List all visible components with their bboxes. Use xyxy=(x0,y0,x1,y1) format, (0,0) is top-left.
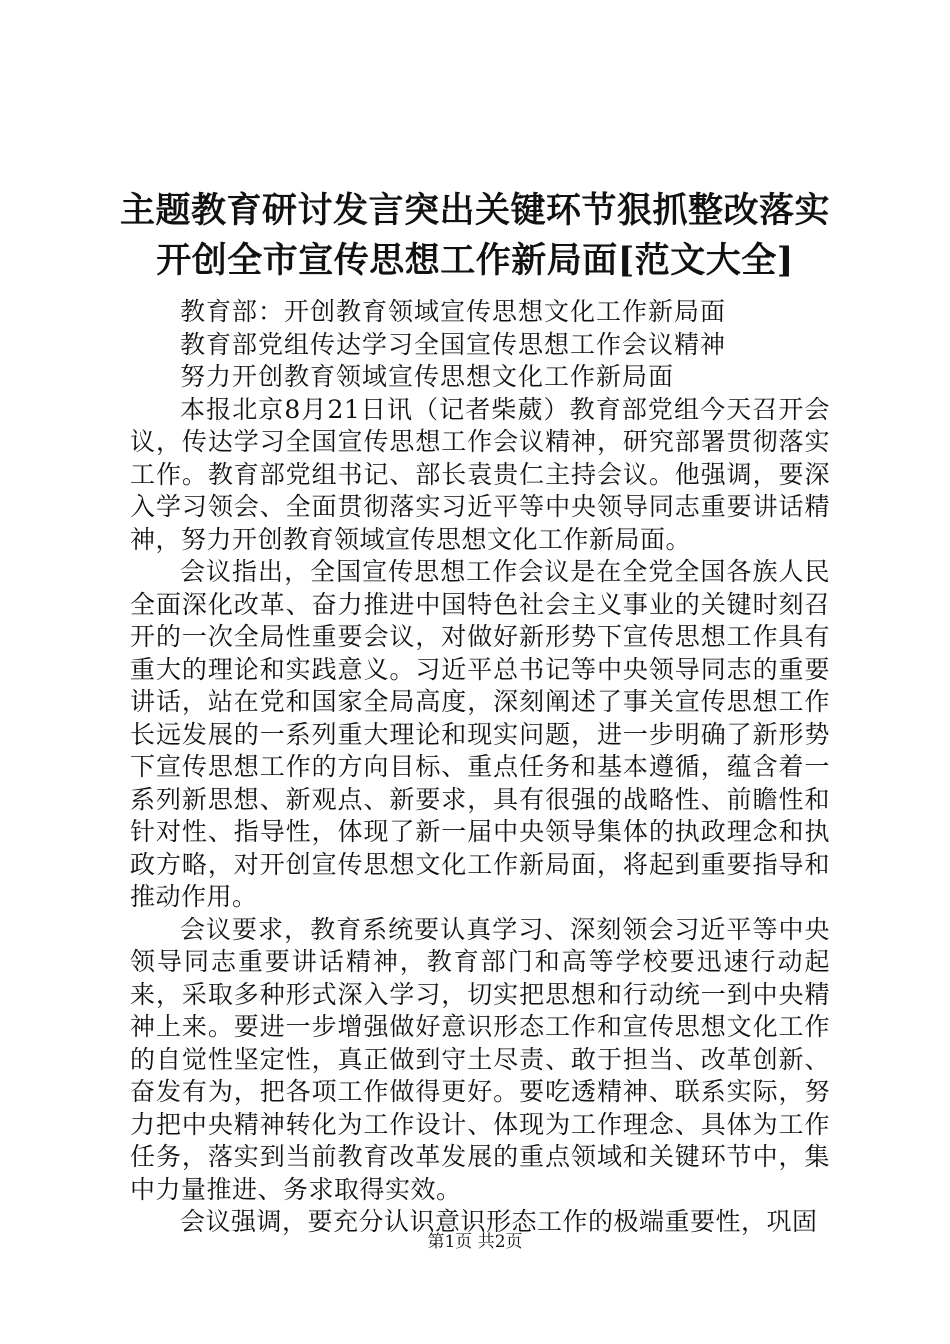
subheading-1: 教育部：开创教育领域宣传思想文化工作新局面 xyxy=(180,297,727,326)
paragraph-3: 会议要求，教育系统要认真学习、深刻领会习近平等中央领导同志重要讲话精神，教育部门和高等学校要迅速行动起来，采取多种形式深入学习，切实把思想和行动统一到中央精神上来。要进一步增强做好意识形态工作和宣传思想文化工作的自觉性坚定性，真正做到守土尽责、敢于担当、改革创新、奋发有为，把各项工作做得更好。要吃透精神、联系实际，努力把中央精神转化为工作设计、体现为工作理念、具体为工作任务，落实到当前教育改革发展的重点领域和关键环节中，集中力量推进、务求取得实效。 xyxy=(130,914,830,1204)
paragraph-4: 会议强调，要充分认识意识形态工作的极端重要性，巩固 xyxy=(180,1207,818,1236)
subheading-2: 教育部党组传达学习全国宣传思想工作会议精神 xyxy=(180,329,727,359)
document-body xyxy=(130,296,830,1239)
document-title-line-2: 开创全市宣传思想工作新局面[范文大全] xyxy=(156,240,794,281)
paragraph-1: 本报北京8月21日讯（记者柴葳）教育部党组今天召开会议，传达学习全国宣传思想工作会议精神，研究部署贯彻落实工作。教育部党组书记、部长袁贵仁主持会议。他强调，要深入学习领会、全面贯彻落实习近平等中央领导同志重要讲话精神，努力开创教育领域宣传思想文化工作新局面。 xyxy=(130,394,830,554)
subheading-3: 努力开创教育领域宣传思想文化工作新局面 xyxy=(180,362,675,391)
paragraph-2: 会议指出，全国宣传思想工作会议是在全党全国各族人民全面深化改革、奋力推进中国特色社会主义事业的关键时刻召开的一次全局性重要会议，对做好新形势下宣传思想工作具有重大的理论和实践意义。习近平总书记等中央领导同志的重要讲话，站在党和国家全局高度，深刻阐述了事关宣传思想工作长远发展的一系列重大理论和现实问题，进一步明确了新形势下宣传思想工作的方向目标、重点任务和基本遵循，蕴含着一系列新思想、新观点、新要求，具有很强的战略性、前瞻性和针对性、指导性，体现了新一届中央领导集体的执政理念和执政方略，对开创宣传思想文化工作新局面，将起到重要指导和推动作用。 xyxy=(130,557,830,911)
page-number-footer: 第1页 共2页 xyxy=(427,1232,523,1252)
document-title-line-1: 主题教育研讨发言突出关键环节狠抓整改落实 xyxy=(119,190,830,231)
